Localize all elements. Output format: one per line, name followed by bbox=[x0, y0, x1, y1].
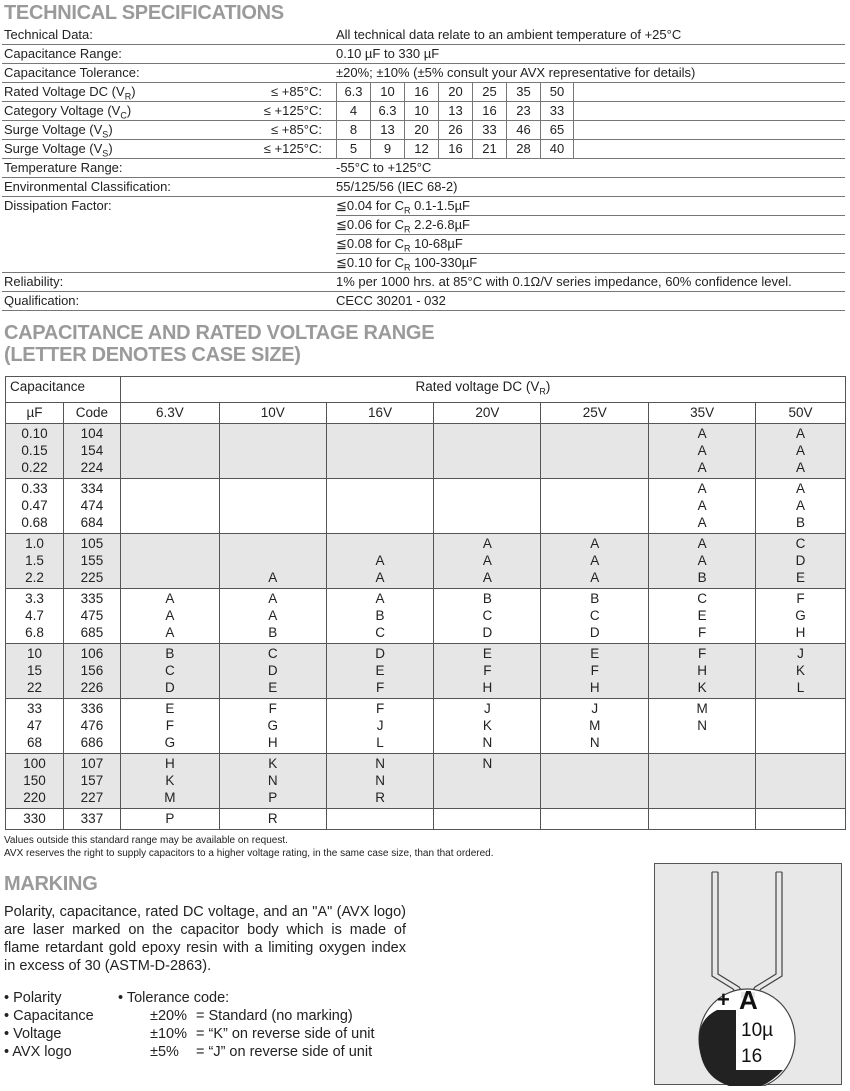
voltage-cell: 20 bbox=[438, 83, 472, 102]
spec-label: Qualification: bbox=[4, 293, 80, 308]
case-size-cell bbox=[649, 753, 756, 808]
case-size-cell bbox=[541, 423, 649, 478]
subheader-row bbox=[6, 402, 846, 423]
spec-value: ±20%; ±10% (±5% consult your AVX representative for details) bbox=[336, 65, 696, 80]
subscript: R bbox=[403, 243, 411, 254]
spec-label: Surge Voltage $(V_S)$ bbox=[4, 141, 113, 159]
case-size-cell: A A B bbox=[649, 533, 756, 588]
spec-voltage-row bbox=[2, 121, 845, 140]
spec-label: Rated Voltage DC $(V_R)$ bbox=[4, 84, 136, 102]
case-size-cell: N N R bbox=[326, 753, 434, 808]
tolerance-row bbox=[118, 1007, 406, 1025]
case-size-cell bbox=[434, 808, 541, 829]
spec-row bbox=[2, 292, 845, 311]
case-size-cell: C D E bbox=[219, 643, 326, 698]
capacitance-group-row bbox=[6, 478, 846, 533]
case-size-cell: A A A bbox=[649, 423, 756, 478]
tolerance-title: • Tolerance code: bbox=[118, 989, 230, 1006]
spec-label: Capacitance Range: bbox=[4, 46, 122, 61]
case-size-cell: A A A bbox=[120, 588, 219, 643]
case-size-cell: A A A bbox=[756, 423, 846, 478]
capacitance-group-row bbox=[6, 698, 846, 753]
capacitance-range-table bbox=[5, 376, 846, 830]
voltage-cell: 13 bbox=[370, 121, 404, 140]
spec-row bbox=[2, 26, 845, 45]
voltage-cell: 10 bbox=[370, 83, 404, 102]
case-size-cell: E F H bbox=[434, 643, 541, 698]
voltage-cell: 33 bbox=[472, 121, 506, 140]
polarity-mark: + bbox=[717, 987, 730, 1012]
voltage-header: 25V bbox=[541, 402, 649, 423]
case-size-cell: A B C bbox=[326, 588, 434, 643]
voltage-cell: 50 bbox=[540, 83, 574, 102]
tolerance-row bbox=[118, 1043, 406, 1061]
voltage-cell: 16 bbox=[438, 140, 472, 159]
voltage-cell: 33 bbox=[540, 102, 574, 121]
voltage-values bbox=[336, 121, 574, 140]
case-size-cell: A A A bbox=[649, 478, 756, 533]
voltage-cell: 6.3 bbox=[370, 102, 404, 121]
uf-values: 1.0 1.5 2.2 bbox=[6, 533, 64, 588]
subscript: R bbox=[124, 91, 132, 102]
spec-condition: ≤ +125°C: bbox=[263, 103, 322, 118]
voltage-cell: 23 bbox=[506, 102, 540, 121]
case-size-cell: C E F bbox=[649, 588, 756, 643]
case-size-cell bbox=[326, 478, 434, 533]
uf-header: µF bbox=[6, 402, 64, 423]
subscript: S bbox=[102, 148, 109, 159]
header-row bbox=[6, 377, 846, 403]
code-values: 106 156 226 bbox=[63, 643, 120, 698]
bullet-item: • Voltage bbox=[4, 1025, 62, 1042]
case-size-cell bbox=[434, 478, 541, 533]
case-size-cell: A A B bbox=[219, 588, 326, 643]
voltage-cell: 16 bbox=[472, 102, 506, 121]
case-size-cell bbox=[120, 423, 219, 478]
marking-section bbox=[4, 874, 406, 1061]
code-values: 336 476 686 bbox=[63, 698, 120, 753]
uf-values: 10 15 22 bbox=[6, 643, 64, 698]
note-range: Values outside this standard range may be available on request. bbox=[4, 834, 288, 846]
capacitance-group-row bbox=[6, 753, 846, 808]
note-voltage: AVX reserves the right to supply capacitors to a higher voltage rating, in the same case size, than that ordered. bbox=[4, 847, 494, 859]
case-size-cell: M N bbox=[649, 698, 756, 753]
spec-value: -55°C to +125°C bbox=[336, 160, 432, 175]
code-values: 107 157 227 bbox=[63, 753, 120, 808]
voltage-header: 20V bbox=[434, 402, 541, 423]
voltage-cell: 16 bbox=[404, 83, 438, 102]
voltage-cell: 10 bbox=[404, 102, 438, 121]
case-size-cell: E F G bbox=[120, 698, 219, 753]
case-size-cell: F H K bbox=[649, 643, 756, 698]
case-size-cell bbox=[326, 423, 434, 478]
tolerance-code-list bbox=[118, 989, 406, 1061]
dissipation-item: ≦0.06 for $C_R$ 2.2-6.8µF bbox=[336, 216, 845, 235]
voltage-cell: 26 bbox=[438, 121, 472, 140]
voltage-cell: 13 bbox=[438, 102, 472, 121]
tolerance-desc: = “K” on reverse side of unit bbox=[196, 1025, 375, 1042]
voltage-cell: 21 bbox=[472, 140, 506, 159]
case-size-cell bbox=[541, 808, 649, 829]
voltage-header: 10V bbox=[219, 402, 326, 423]
spec-value: 0.10 µF to 330 µF bbox=[336, 46, 440, 61]
marking-bullet-list bbox=[4, 989, 118, 1061]
rated-voltage-header: Rated voltage DC $(V_R)$ bbox=[120, 377, 845, 403]
tolerance-code: ±20% bbox=[150, 1007, 187, 1024]
dissipation-item: ≦0.08 for $C_R$ 10-68µF bbox=[336, 235, 845, 254]
spec-value: 55/125/56 (IEC 68-2) bbox=[336, 179, 458, 194]
spec-title: TECHNICAL SPECIFICATIONS bbox=[4, 2, 284, 24]
case-size-cell bbox=[649, 808, 756, 829]
code-values: 105 155 225 bbox=[63, 533, 120, 588]
dissipation-item: ≦0.04 for $C_R$ 0.1-1.5µF bbox=[336, 197, 845, 216]
marking-text: Polarity, capacitance, rated DC voltage, and an "A" (AVX logo) are laser marked on the capacitor body which is made of flame retardant gold epoxy resin with a limiting oxygen index in excess of 30 (ASTM-D-2863). bbox=[4, 903, 406, 974]
voltage-mark: 16 bbox=[741, 1046, 763, 1067]
case-size-cell: B C D bbox=[120, 643, 219, 698]
spec-condition: ≤ +85°C: bbox=[271, 122, 322, 137]
voltage-cell: 40 bbox=[540, 140, 574, 159]
spec-table bbox=[2, 26, 845, 311]
voltage-cell: 46 bbox=[506, 121, 540, 140]
bullet-item: • Capacitance bbox=[4, 1007, 94, 1024]
case-size-cell bbox=[541, 753, 649, 808]
voltage-header: 50V bbox=[756, 402, 846, 423]
spec-row bbox=[2, 273, 845, 292]
voltage-values bbox=[336, 83, 574, 102]
code-values: 337 bbox=[63, 808, 120, 829]
case-size-cell bbox=[120, 478, 219, 533]
spec-condition: ≤ +85°C: bbox=[271, 84, 322, 99]
voltage-header: 6.3V bbox=[120, 402, 219, 423]
uf-values: 0.33 0.47 0.68 bbox=[6, 478, 64, 533]
case-size-cell: K N P bbox=[219, 753, 326, 808]
capacitance-group-row bbox=[6, 588, 846, 643]
case-size-cell bbox=[326, 808, 434, 829]
case-size-cell: R bbox=[219, 808, 326, 829]
tolerance-code: ±5% bbox=[150, 1043, 179, 1060]
case-size-cell: J K L bbox=[756, 643, 846, 698]
bullet-item: • AVX logo bbox=[4, 1043, 72, 1060]
uf-values: 100 150 220 bbox=[6, 753, 64, 808]
subscript: R bbox=[403, 262, 411, 273]
spec-value: CECC 30201 - 032 bbox=[336, 293, 446, 308]
voltage-cell: 9 bbox=[370, 140, 404, 159]
dissipation-item: ≦0.10 for $C_R$ 100-330µF bbox=[336, 255, 478, 273]
subscript: C bbox=[120, 110, 127, 121]
voltage-cell: 28 bbox=[506, 140, 540, 159]
code-header: Code bbox=[63, 402, 120, 423]
case-size-cell: A A A bbox=[434, 533, 541, 588]
voltage-cell: 8 bbox=[336, 121, 370, 140]
case-size-cell: H K M bbox=[120, 753, 219, 808]
case-size-cell: F G H bbox=[219, 698, 326, 753]
tolerance-row bbox=[118, 1025, 406, 1043]
case-size-cell: D E F bbox=[326, 643, 434, 698]
capacitor-marking-figure bbox=[654, 863, 842, 1085]
spec-label: Dissipation Factor: bbox=[4, 198, 112, 213]
voltage-header: 35V bbox=[649, 402, 756, 423]
case-size-cell: A A bbox=[326, 533, 434, 588]
case-size-cell bbox=[120, 533, 219, 588]
range-title: CAPACITANCE AND RATED VOLTAGE RANGE bbox=[4, 322, 435, 344]
subscript: S bbox=[102, 129, 109, 140]
spec-row bbox=[2, 178, 845, 197]
uf-values: 330 bbox=[6, 808, 64, 829]
tolerance-desc: = Standard (no marking) bbox=[196, 1007, 353, 1024]
voltage-cell: 4 bbox=[336, 102, 370, 121]
capacitance-mark: 10µ bbox=[741, 1020, 774, 1041]
case-size-cell: A A B bbox=[756, 478, 846, 533]
case-size-cell: E F H bbox=[541, 643, 649, 698]
case-size-cell: N bbox=[434, 753, 541, 808]
spec-label: Technical Data: bbox=[4, 27, 93, 42]
code-values: 104 154 224 bbox=[63, 423, 120, 478]
spec-label: Surge Voltage $(V_S)$ bbox=[4, 122, 113, 140]
case-size-cell bbox=[541, 478, 649, 533]
case-size-cell: F J L bbox=[326, 698, 434, 753]
voltage-header: 16V bbox=[326, 402, 434, 423]
voltage-values bbox=[336, 102, 574, 121]
spec-label: Environmental Classification: bbox=[4, 179, 171, 194]
range-subtitle: (LETTER DENOTES CASE SIZE) bbox=[4, 344, 301, 366]
voltage-cell: 35 bbox=[506, 83, 540, 102]
spec-row bbox=[2, 159, 845, 178]
marking-bullets bbox=[4, 989, 406, 1061]
case-size-cell: B C D bbox=[434, 588, 541, 643]
spec-label: Temperature Range: bbox=[4, 160, 123, 175]
voltage-cell: 5 bbox=[336, 140, 370, 159]
case-size-cell: J K N bbox=[434, 698, 541, 753]
subscript: R bbox=[403, 205, 411, 216]
dissipation-factor-row bbox=[2, 197, 845, 273]
case-size-cell bbox=[756, 808, 846, 829]
case-size-cell: P bbox=[120, 808, 219, 829]
case-size-cell: F G H bbox=[756, 588, 846, 643]
spec-label: Capacitance Tolerance: bbox=[4, 65, 140, 80]
bullet-item: • Polarity bbox=[4, 989, 62, 1006]
voltage-cell: 65 bbox=[540, 121, 574, 140]
case-size-cell bbox=[756, 753, 846, 808]
tolerance-code: ±10% bbox=[150, 1025, 187, 1042]
marking-title: MARKING bbox=[4, 872, 98, 895]
voltage-cell: 6.3 bbox=[336, 83, 370, 102]
code-values: 335 475 685 bbox=[63, 588, 120, 643]
spec-voltage-row bbox=[2, 102, 845, 121]
voltage-values bbox=[336, 140, 574, 159]
spec-row bbox=[2, 45, 845, 64]
case-size-cell: J M N bbox=[541, 698, 649, 753]
spec-voltage-row bbox=[2, 83, 845, 102]
case-size-cell bbox=[756, 698, 846, 753]
tolerance-desc: = “J” on reverse side of unit bbox=[196, 1043, 373, 1060]
spec-value: 1% per 1000 hrs. at 85°C with 0.1Ω/V series impedance, 60% confidence level. bbox=[336, 274, 792, 289]
case-size-cell: A A A bbox=[541, 533, 649, 588]
spec-voltage-row bbox=[2, 140, 845, 159]
spec-condition: ≤ +125°C: bbox=[263, 141, 322, 156]
capacitance-group-row bbox=[6, 643, 846, 698]
case-size-cell: A bbox=[219, 533, 326, 588]
spec-label: Reliability: bbox=[4, 274, 64, 289]
subscript: R bbox=[403, 224, 411, 235]
spec-row bbox=[2, 64, 845, 83]
capacitance-header: Capacitance bbox=[6, 377, 121, 403]
voltage-cell: 20 bbox=[404, 121, 438, 140]
spec-value: All technical data relate to an ambient temperature of +25°C bbox=[336, 27, 682, 42]
capacitance-group-row bbox=[6, 533, 846, 588]
case-size-cell bbox=[219, 423, 326, 478]
spec-label: Category Voltage $(V_C)$ bbox=[4, 103, 132, 121]
uf-values: 3.3 4.7 6.8 bbox=[6, 588, 64, 643]
case-size-cell: C D E bbox=[756, 533, 846, 588]
case-size-cell bbox=[434, 423, 541, 478]
code-values: 334 474 684 bbox=[63, 478, 120, 533]
subscript: R bbox=[539, 386, 546, 397]
uf-values: 0.10 0.15 0.22 bbox=[6, 423, 64, 478]
capacitor-illustration bbox=[655, 864, 843, 1086]
voltage-cell: 12 bbox=[404, 140, 438, 159]
case-size-cell: B C D bbox=[541, 588, 649, 643]
case-size-cell bbox=[219, 478, 326, 533]
capacitance-group-row bbox=[6, 808, 846, 829]
voltage-cell: 25 bbox=[472, 83, 506, 102]
uf-values: 33 47 68 bbox=[6, 698, 64, 753]
avx-logo-mark: A bbox=[739, 985, 758, 1015]
capacitance-group-row bbox=[6, 423, 846, 478]
